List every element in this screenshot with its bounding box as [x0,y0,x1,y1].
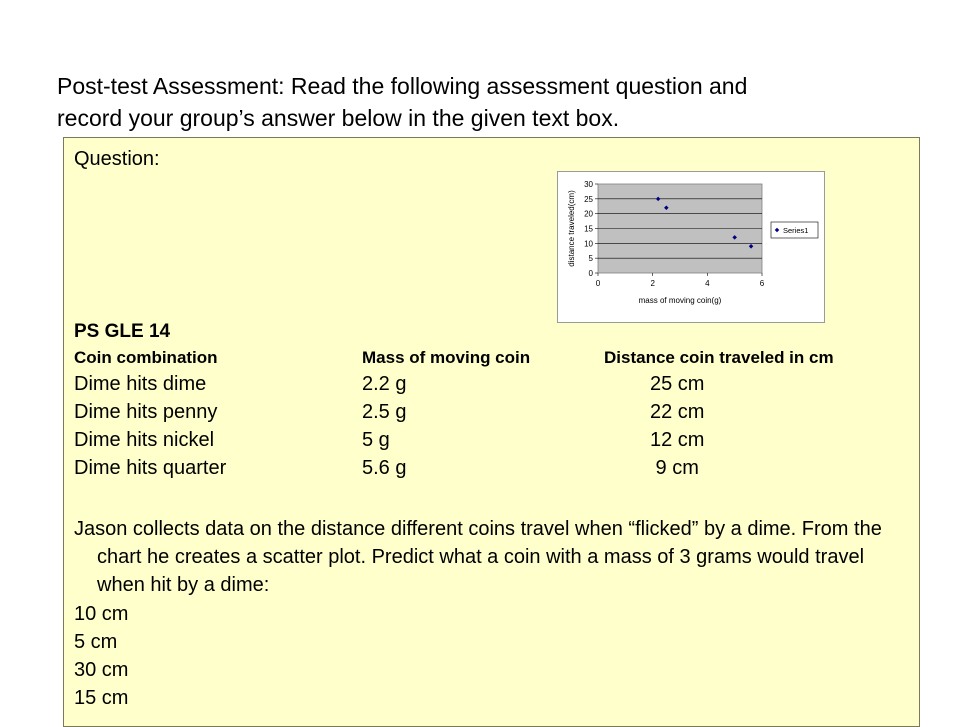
cell-distance: 25 cm [650,373,705,395]
assessment-heading [57,70,937,134]
x-tick-label: 4 [705,279,710,288]
table-row [64,457,919,485]
question-label: Question: [74,148,160,170]
y-tick-label: 25 [584,194,593,204]
x-tick-label: 0 [595,279,601,288]
x-tick-label: 6 [759,279,765,288]
cell-mass: 5.6 g [362,457,407,479]
heading-line-1: Post-test Assessment: Read the following assessment question and [57,73,748,99]
cell-coin: Dime hits penny [74,401,218,423]
cell-mass: 2.5 g [362,401,407,423]
scatter-chart [557,171,825,323]
answer-option: 5 cm [74,631,118,653]
answer-option: 10 cm [74,603,129,625]
answer-option: 15 cm [74,687,129,709]
table-row [64,401,919,429]
cell-distance: 12 cm [650,429,705,451]
cell-mass: 2.2 g [362,373,407,395]
table-row [64,429,919,457]
table-row [64,373,919,401]
heading-line-2: record your group’s answer below in the given text box. [57,105,620,131]
y-tick-label: 10 [584,239,593,249]
legend-label: Series1 [783,226,809,235]
x-axis-label: mass of moving coin(g) [638,296,722,305]
y-tick-label: 0 [588,269,593,278]
cell-distance: 9 cm [650,457,699,479]
question-text: Jason collects data on the distance different coins travel when “flicked” by a dime. From the chart he creates a scatter plot. Predict what a coin with a mass of 3 grams would travel when hit by a dime: [74,518,882,596]
answer-text-box[interactable] [63,137,920,727]
y-tick-label: 30 [584,180,593,189]
cell-coin: Dime hits dime [74,373,207,395]
cell-coin: Dime hits quarter [74,457,227,479]
cell-mass: 5 g [362,429,390,451]
y-axis-label: distance traveled(cm) [567,190,576,267]
gle-label: PS GLE 14 [74,321,171,342]
scatter-plot-svg [558,172,824,322]
y-tick-label: 5 [588,254,593,264]
column-header-coin-combination: Coin combination [74,348,218,367]
column-header-mass: Mass of moving coin [362,348,531,367]
cell-distance: 22 cm [650,401,705,423]
x-tick-label: 2 [650,279,655,288]
answer-option: 30 cm [74,659,129,681]
cell-coin: Dime hits nickel [74,429,215,451]
y-tick-label: 15 [584,224,593,234]
y-tick-label: 20 [584,209,593,219]
column-header-distance: Distance coin traveled in cm [604,348,834,367]
answer-options [74,600,128,712]
